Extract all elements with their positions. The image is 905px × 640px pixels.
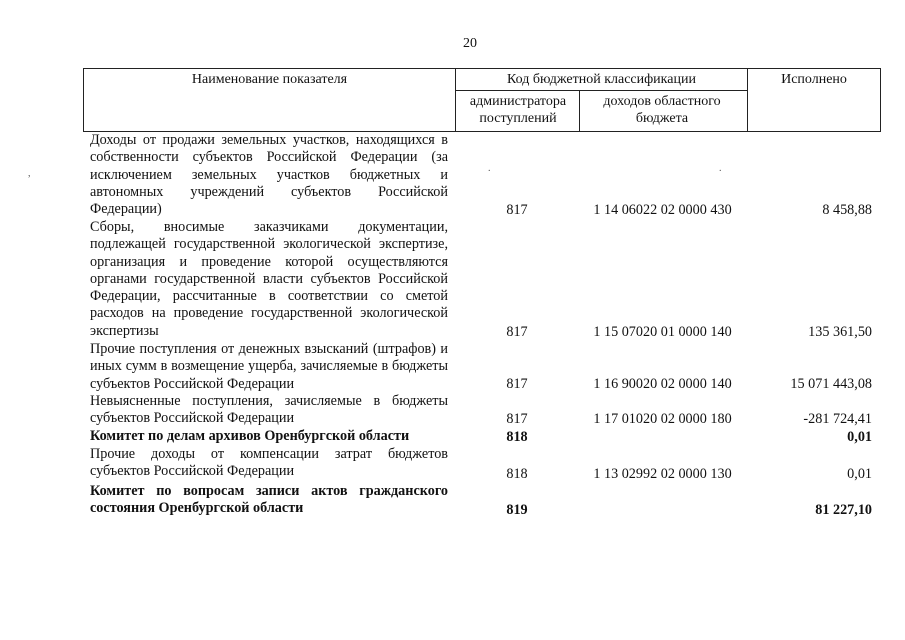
scan-mark: .	[719, 163, 722, 174]
row-name: Комитет по вопросам записи актов гражданского состояния Оренбургской области	[90, 483, 448, 517]
row-amount: 0,01	[847, 428, 872, 445]
table-row	[0, 132, 905, 219]
column-header-administrator: администратора поступлений	[469, 94, 567, 126]
table-row	[0, 446, 905, 483]
table-row	[0, 341, 905, 393]
column-header-executed: Исполнено	[781, 72, 847, 87]
table-row	[0, 393, 905, 428]
scan-mark: ,	[28, 168, 31, 179]
row-revenue-code: 1 16 90020 02 0000 140	[593, 375, 732, 392]
row-name: Сборы, вносимые заказчиками документации, подлежащей государственной экологической экспертизе, организация и проведение которой осуществляются органами государственной власти субъектов Российской Федерации, рассчитанные в соответствии со сметой расходов на проведение государственной экологической экспертизы	[90, 219, 448, 339]
column-header-revenue: доходов областного бюджета	[603, 94, 721, 126]
page-number: 20	[463, 36, 477, 51]
table-row	[0, 219, 905, 341]
header-divider	[455, 90, 747, 91]
row-revenue-code: 1 13 02992 02 0000 130	[593, 465, 732, 482]
row-admin-code: 818	[506, 428, 528, 445]
row-admin-code: 819	[506, 501, 528, 518]
row-admin-code: 817	[506, 375, 528, 392]
row-name: Комитет по делам архивов Оренбургской области	[90, 428, 410, 444]
row-amount: 81 227,10	[815, 501, 872, 518]
row-amount: 15 071 443,08	[790, 375, 872, 392]
row-amount: -281 724,41	[803, 410, 872, 427]
row-revenue-code: 1 17 01020 02 0000 180	[593, 410, 732, 427]
row-amount: 8 458,88	[822, 201, 872, 218]
row-name: Невыясненные поступления, зачисляемые в бюджеты субъектов Российской Федерации	[90, 393, 448, 427]
scan-mark: .	[488, 163, 491, 174]
row-amount: 135 361,50	[808, 323, 872, 340]
row-name: Доходы от продажи земельных участков, находящихся в собственности субъектов Российской Федерации (за исключением земельных участков бюджетных и автономных учреждений субъектов Российской Федерации)	[90, 132, 448, 218]
row-admin-code: 817	[506, 410, 528, 427]
table-row	[0, 483, 905, 519]
row-admin-code: 817	[506, 323, 528, 340]
row-admin-code: 818	[506, 465, 528, 482]
row-name: Прочие поступления от денежных взысканий (штрафов) и иных сумм в возмещение ущерба, зачисляемые в бюджеты субъектов Российской Федерации	[90, 341, 448, 392]
column-header-indicator: Наименование показателя	[191, 72, 348, 87]
row-admin-code: 817	[506, 201, 528, 218]
row-name: Прочие доходы от компенсации затрат бюджетов субъектов Российской Федерации	[90, 446, 448, 480]
row-revenue-code: 1 15 07020 01 0000 140	[593, 323, 732, 340]
row-revenue-code: 1 14 06022 02 0000 430	[593, 201, 732, 218]
row-amount: 0,01	[847, 465, 872, 482]
header-divider	[579, 90, 580, 132]
table-row	[0, 428, 905, 446]
column-header-classification: Код бюджетной классификации	[507, 72, 696, 87]
